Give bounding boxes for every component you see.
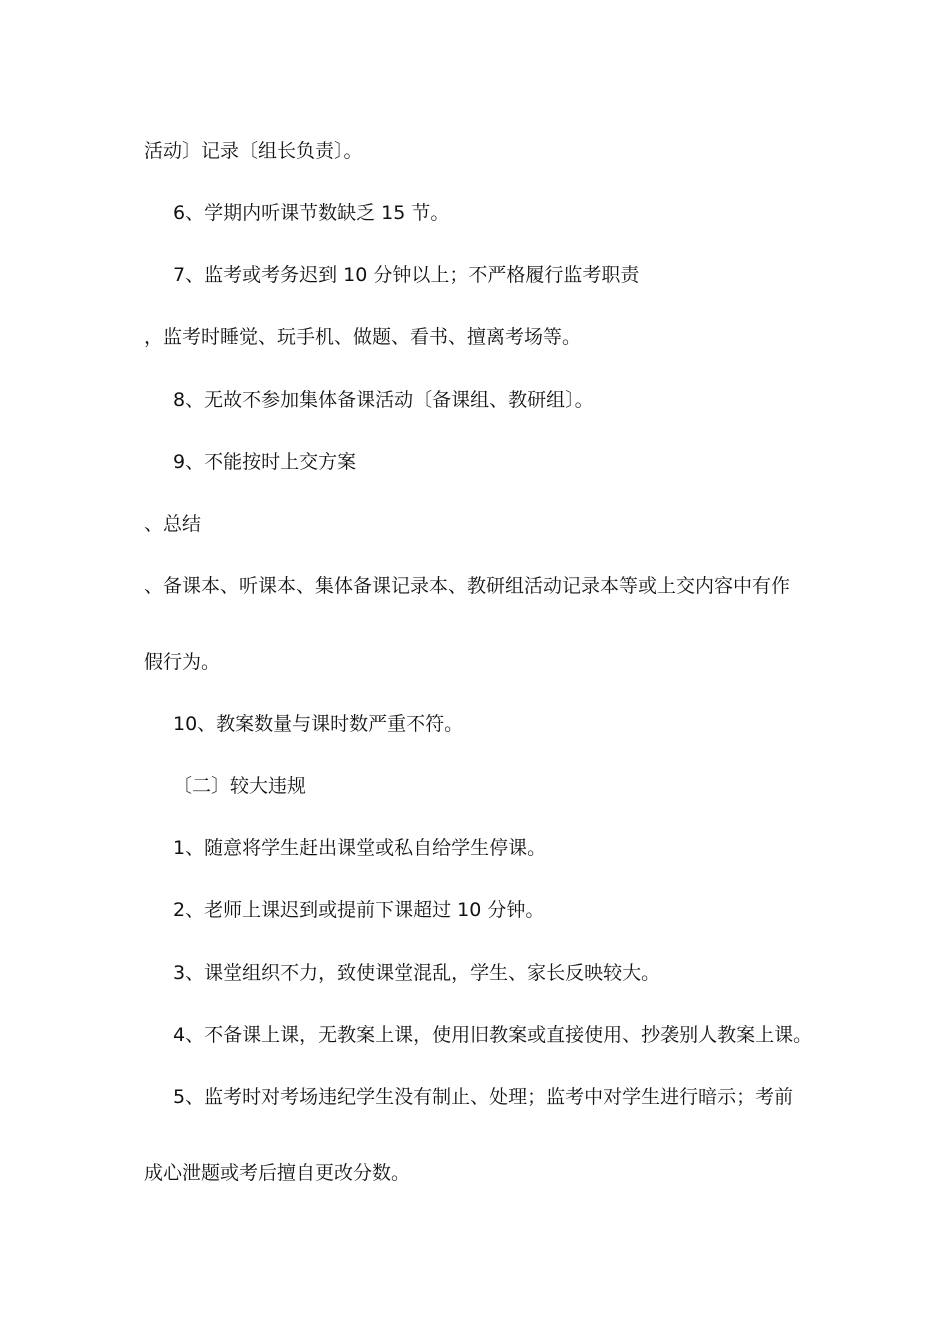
text-line-10: 10、教案数量与课时数严重不符。 [173,713,464,735]
section-heading: 〔二〕较大违规 [173,775,307,797]
text-line-16: 5、监考时对考场违纪学生没有制止、处理；监考中对学生进行暗示；考前 [173,1086,794,1108]
text-line-8: 、备课本、听课本、集体备课记录本、教研组活动记录本等或上交内容中有作 [144,575,791,597]
text-line-9: 假行为。 [144,651,221,673]
text-line-12: 1、随意将学生赶出课堂或私自给学生停课。 [173,837,547,859]
text-line-13: 2、老师上课迟到或提前下课超过 10 分钟。 [173,899,545,921]
text-line-5: 8、无故不参加集体备课活动〔备课组、教研组〕。 [173,389,594,411]
text-line-3: 7、监考或考务迟到 10 分钟以上；不严格履行监考职责 [173,264,640,286]
text-line-15: 4、不备课上课，无教案上课，使用旧教案或直接使用、抄袭别人教案上课。 [173,1024,813,1046]
text-line-1: 活动〕记录〔组长负责〕。 [144,140,363,162]
text-line-17: 成心泄题或考后擅自更改分数。 [144,1162,411,1184]
text-line-4: ，监考时睡觉、玩手机、做题、看书、擅离考场等。 [144,326,582,348]
text-line-2: 6、学期内听课节数缺乏 15 节。 [173,202,450,224]
text-line-6: 9、不能按时上交方案 [173,451,357,473]
text-line-7: 、总结 [144,513,202,535]
text-line-14: 3、课堂组织不力，致使课堂混乱，学生、家长反映较大。 [173,962,661,984]
